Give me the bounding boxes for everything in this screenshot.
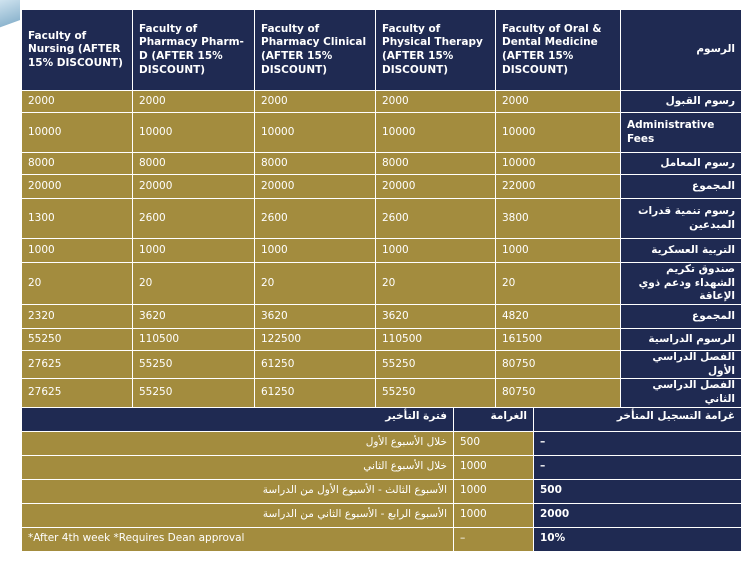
fees-table bbox=[22, 10, 742, 408]
fee-cell: 3800 bbox=[496, 199, 621, 239]
fee-cell: 10000 bbox=[496, 153, 621, 175]
table-row bbox=[22, 305, 742, 329]
column-header: Faculty of Nursing (AFTER 15% DISCOUNT) bbox=[22, 10, 133, 91]
table-row bbox=[22, 480, 742, 504]
fees-label-header: الرسوم bbox=[621, 10, 742, 91]
table-row bbox=[22, 528, 742, 552]
row-label: المجموع bbox=[621, 175, 742, 199]
fee-cell: 161500 bbox=[496, 329, 621, 351]
late-fee-cell: – bbox=[534, 456, 742, 480]
fee-cell: 8000 bbox=[376, 153, 496, 175]
fees-header-row bbox=[22, 10, 742, 91]
fee-cell: 20 bbox=[496, 263, 621, 305]
late-registration-table bbox=[22, 408, 742, 552]
row-label: الفصل الدراسي الثاني bbox=[621, 379, 742, 407]
fee-cell: 2000 bbox=[255, 91, 376, 113]
fee-cell: 110500 bbox=[376, 329, 496, 351]
fee-cell: 4820 bbox=[496, 305, 621, 329]
table-row bbox=[22, 263, 742, 305]
fee-cell: 10000 bbox=[22, 113, 133, 153]
table-row bbox=[22, 329, 742, 351]
fee-cell: 55250 bbox=[133, 351, 255, 379]
fee-cell: 20 bbox=[133, 263, 255, 305]
row-label: التربية العسكرية bbox=[621, 239, 742, 263]
fee-cell: 1000 bbox=[22, 239, 133, 263]
row-label: المجموع bbox=[621, 305, 742, 329]
fee-cell: 8000 bbox=[255, 153, 376, 175]
fee-cell: 55250 bbox=[133, 379, 255, 407]
column-header: Faculty of Pharmacy Clinical (AFTER 15% DISCOUNT) bbox=[255, 10, 376, 91]
period-cell: خلال الأسبوع الثاني bbox=[22, 456, 454, 480]
late-header-row bbox=[22, 408, 742, 432]
period-cell: *After 4th week *Requires Dean approval bbox=[22, 528, 454, 552]
fee-cell: 55250 bbox=[376, 379, 496, 407]
column-header: Faculty of Oral & Dental Medicine (AFTER 15% DISCOUNT) bbox=[496, 10, 621, 91]
fee-cell: 20 bbox=[376, 263, 496, 305]
fee-cell: 20000 bbox=[376, 175, 496, 199]
fee-cell: 2000 bbox=[133, 91, 255, 113]
corner-accent bbox=[0, 0, 20, 42]
fine-cell: 1000 bbox=[454, 504, 534, 528]
fine-cell: 500 bbox=[454, 432, 534, 456]
table-row bbox=[22, 351, 742, 379]
table-row bbox=[22, 239, 742, 263]
late-fee-header: غرامة التسجيل المتأخر bbox=[534, 408, 742, 432]
row-label: Administrative Fees bbox=[621, 113, 742, 153]
fee-cell: 1000 bbox=[496, 239, 621, 263]
table-row bbox=[22, 175, 742, 199]
fee-cell: 55250 bbox=[22, 329, 133, 351]
row-label: رسوم تنمية قدرات المبدعين bbox=[621, 199, 742, 239]
fee-cell: 3620 bbox=[255, 305, 376, 329]
fee-cell: 2600 bbox=[133, 199, 255, 239]
table-row bbox=[22, 432, 742, 456]
period-cell: الأسبوع الرابع - الأسبوع الثاني من الدراسة bbox=[22, 504, 454, 528]
fees-document bbox=[22, 10, 742, 562]
fine-cell: – bbox=[454, 528, 534, 552]
row-label: رسوم القبول bbox=[621, 91, 742, 113]
table-row bbox=[22, 91, 742, 113]
fee-cell: 20000 bbox=[22, 175, 133, 199]
period-header: فترة التأخير bbox=[22, 408, 454, 432]
fee-cell: 3620 bbox=[376, 305, 496, 329]
fee-cell: 1000 bbox=[255, 239, 376, 263]
fee-cell: 2600 bbox=[376, 199, 496, 239]
fee-cell: 10000 bbox=[496, 113, 621, 153]
period-cell: خلال الأسبوع الأول bbox=[22, 432, 454, 456]
fee-cell: 20000 bbox=[255, 175, 376, 199]
fee-cell: 61250 bbox=[255, 351, 376, 379]
table-row bbox=[22, 504, 742, 528]
fee-cell: 2320 bbox=[22, 305, 133, 329]
fee-cell: 8000 bbox=[133, 153, 255, 175]
fee-cell: 27625 bbox=[22, 351, 133, 379]
fee-cell: 2600 bbox=[255, 199, 376, 239]
fee-cell: 2000 bbox=[376, 91, 496, 113]
table-row bbox=[22, 379, 742, 407]
fee-cell: 20 bbox=[255, 263, 376, 305]
fee-cell: 20000 bbox=[133, 175, 255, 199]
row-label: رسوم المعامل bbox=[621, 153, 742, 175]
fee-cell: 2000 bbox=[496, 91, 621, 113]
late-fee-cell: 2000 bbox=[534, 504, 742, 528]
fee-cell: 20 bbox=[22, 263, 133, 305]
fine-cell: 1000 bbox=[454, 480, 534, 504]
row-label: صندوق تكريم الشهداء ودعم ذوي الإعاقة bbox=[621, 263, 742, 305]
fee-cell: 8000 bbox=[22, 153, 133, 175]
table-row bbox=[22, 456, 742, 480]
fee-cell: 2000 bbox=[22, 91, 133, 113]
period-cell: الأسبوع الثالث - الأسبوع الأول من الدراسة bbox=[22, 480, 454, 504]
fee-cell: 1000 bbox=[133, 239, 255, 263]
fee-cell: 10000 bbox=[133, 113, 255, 153]
fee-cell: 110500 bbox=[133, 329, 255, 351]
fee-cell: 10000 bbox=[255, 113, 376, 153]
table-row bbox=[22, 199, 742, 239]
fee-cell: 80750 bbox=[496, 351, 621, 379]
fee-cell: 3620 bbox=[133, 305, 255, 329]
row-label: الفصل الدراسي الأول bbox=[621, 351, 742, 379]
column-header: Faculty of Physical Therapy (AFTER 15% DISCOUNT) bbox=[376, 10, 496, 91]
table-row bbox=[22, 113, 742, 153]
fee-cell: 1300 bbox=[22, 199, 133, 239]
late-fee-cell: – bbox=[534, 432, 742, 456]
row-label: الرسوم الدراسية bbox=[621, 329, 742, 351]
fee-cell: 55250 bbox=[376, 351, 496, 379]
fee-cell: 1000 bbox=[376, 239, 496, 263]
table-row bbox=[22, 153, 742, 175]
fee-cell: 80750 bbox=[496, 379, 621, 407]
late-fee-cell: 10% bbox=[534, 528, 742, 552]
fee-cell: 22000 bbox=[496, 175, 621, 199]
column-header: Faculty of Pharmacy Pharm-D (AFTER 15% DISCOUNT) bbox=[133, 10, 255, 91]
fee-cell: 10000 bbox=[376, 113, 496, 153]
fee-cell: 61250 bbox=[255, 379, 376, 407]
fine-cell: 1000 bbox=[454, 456, 534, 480]
fee-cell: 122500 bbox=[255, 329, 376, 351]
late-fee-cell: 500 bbox=[534, 480, 742, 504]
fee-cell: 27625 bbox=[22, 379, 133, 407]
fine-header: الغرامة bbox=[454, 408, 534, 432]
